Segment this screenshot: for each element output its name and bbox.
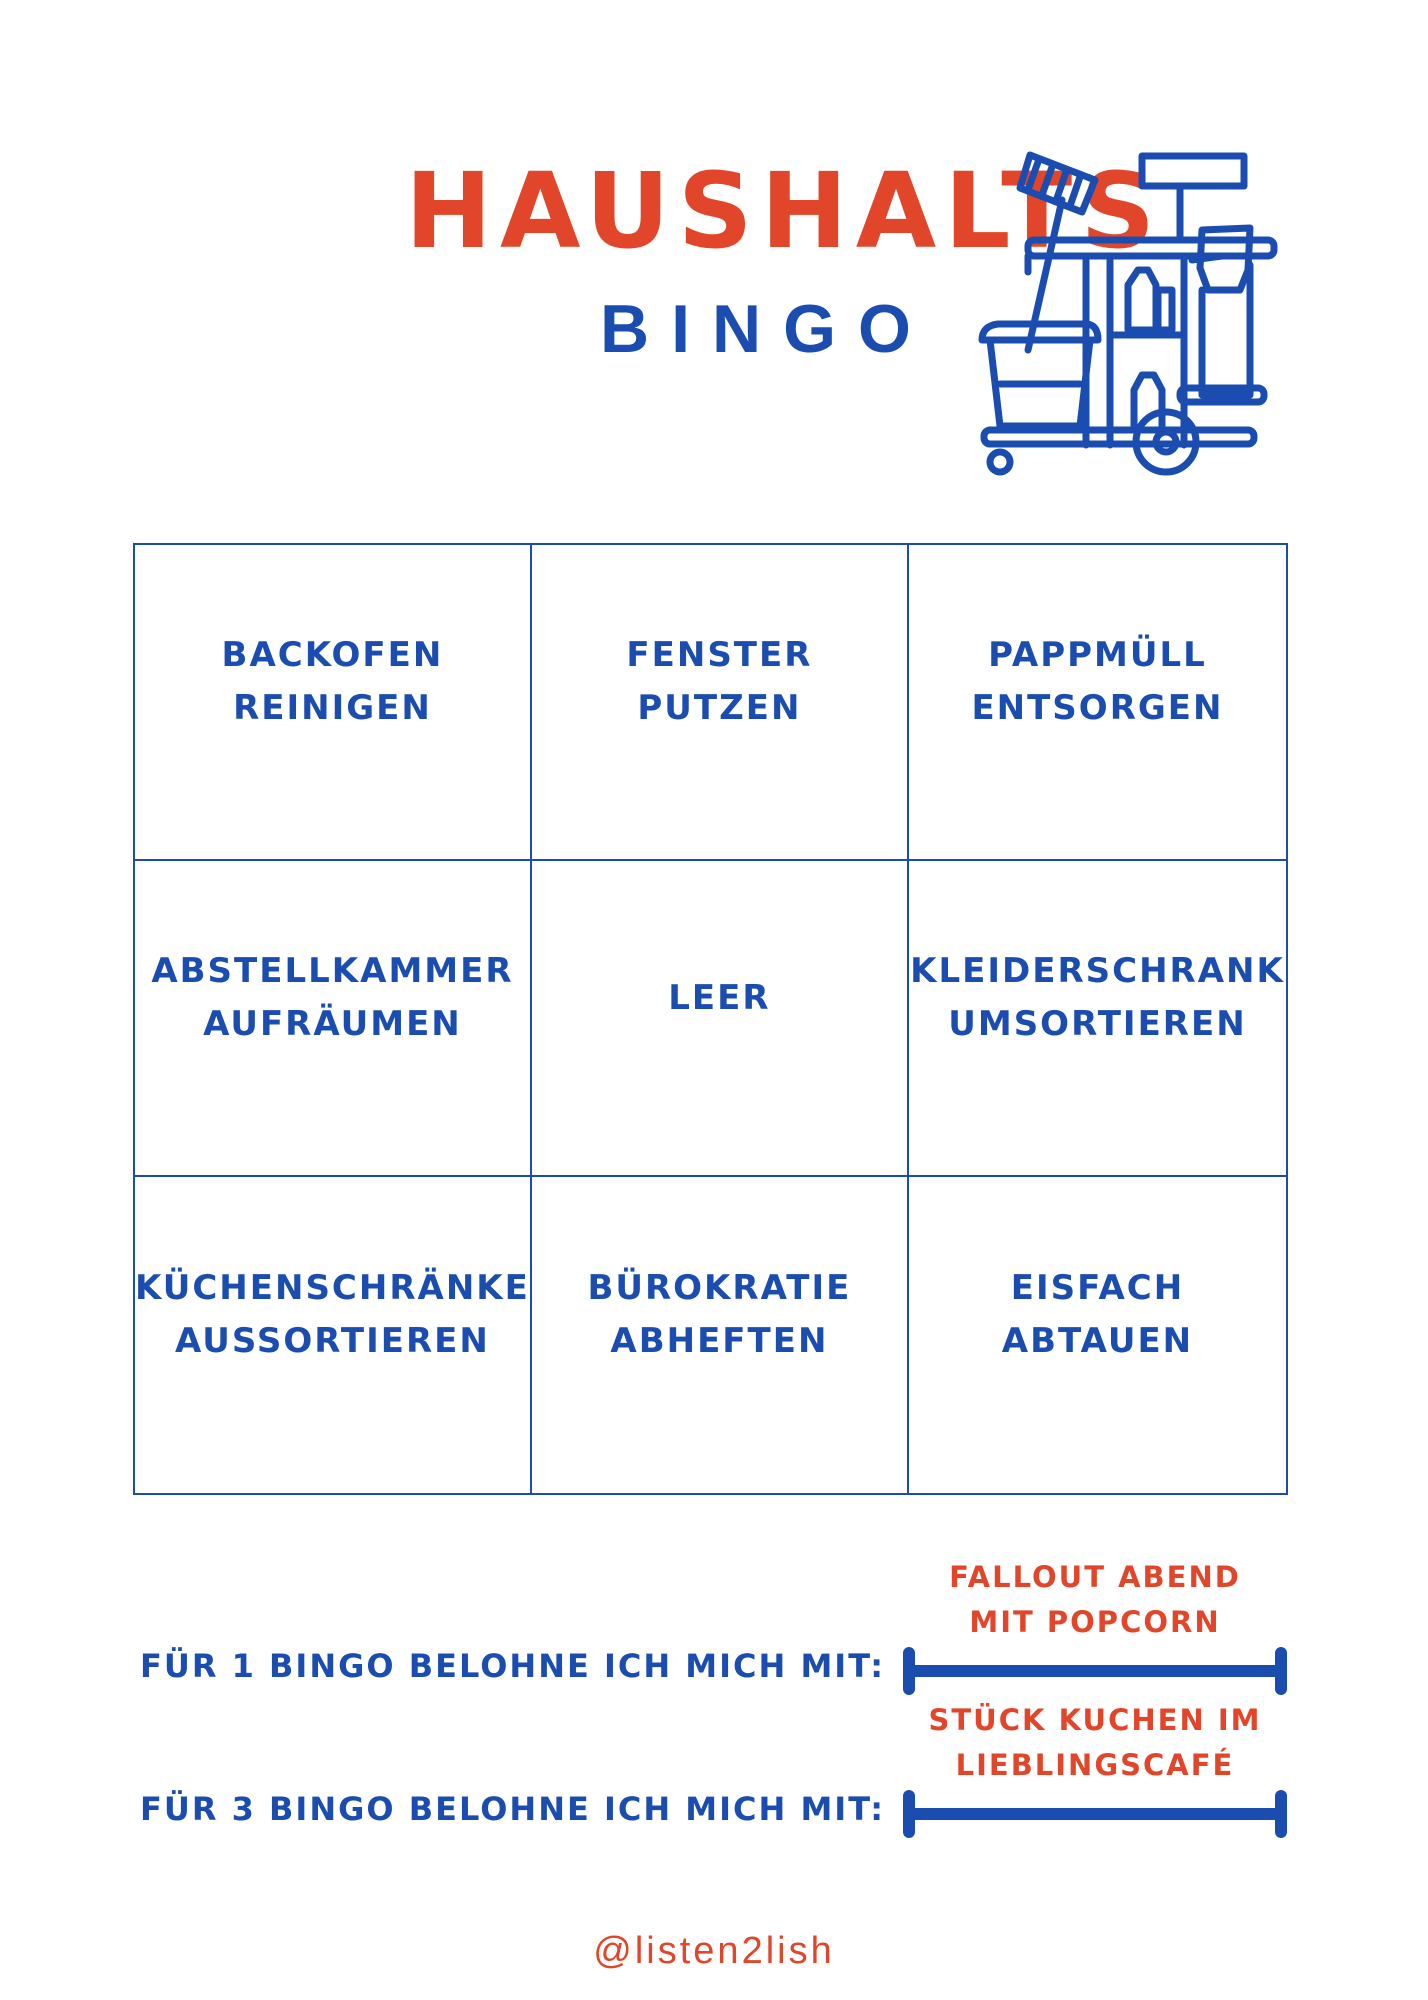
reward-label: FÜR 3 BINGO BELOHNE ICH MICH MIT:	[140, 1790, 886, 1828]
bingo-grid	[133, 543, 1288, 1495]
bingo-cell-label: PAPPMÜLL ENTSORGEN	[971, 635, 1224, 728]
reward-row-3-bingo	[140, 1698, 1290, 1848]
reward-row-1-bingo	[140, 1555, 1290, 1705]
bingo-cell[interactable]	[135, 545, 532, 861]
bingo-cell-label: BÜROKRATIE ABHEFTEN	[587, 1268, 852, 1361]
reward-input-line[interactable]	[905, 1808, 1285, 1820]
page-title: HAUSHALTS	[405, 150, 1164, 272]
bingo-cell[interactable]	[135, 861, 532, 1177]
bingo-cell-free[interactable]	[532, 861, 909, 1177]
bingo-cell-label: EISFACH ABTAUEN	[1001, 1268, 1194, 1361]
bingo-cell[interactable]	[135, 1177, 532, 1493]
bingo-cell[interactable]	[909, 545, 1286, 861]
reward-value: FALLOUT ABEND MIT POPCORN	[949, 1560, 1241, 1640]
bingo-cell-label: KLEIDERSCHRANK UMSORTIEREN	[910, 951, 1285, 1044]
bingo-cell-label: FENSTER PUTZEN	[626, 635, 813, 728]
cleaning-cart-icon	[970, 140, 1310, 480]
bingo-cell-label: ABSTELLKAMMER AUFRÄUMEN	[151, 951, 514, 1044]
reward-value: STÜCK KUCHEN IM LIEBLINGSCAFÉ	[928, 1703, 1262, 1783]
bingo-cell[interactable]	[532, 545, 909, 861]
bingo-cell[interactable]	[909, 1177, 1286, 1493]
bingo-cell-label: LEER	[668, 977, 771, 1018]
bingo-cell[interactable]	[909, 861, 1286, 1177]
bingo-cell-label: BACKOFEN REINIGEN	[221, 635, 444, 728]
page-subtitle: BINGO	[600, 291, 933, 367]
reward-label: FÜR 1 BINGO BELOHNE ICH MICH MIT:	[140, 1647, 886, 1685]
social-handle: @listen2lish	[593, 1930, 835, 1972]
bingo-cell[interactable]	[532, 1177, 909, 1493]
bingo-cell-label: KÜCHENSCHRÄNKE AUSSORTIEREN	[135, 1268, 530, 1361]
reward-input-line[interactable]	[905, 1665, 1285, 1677]
